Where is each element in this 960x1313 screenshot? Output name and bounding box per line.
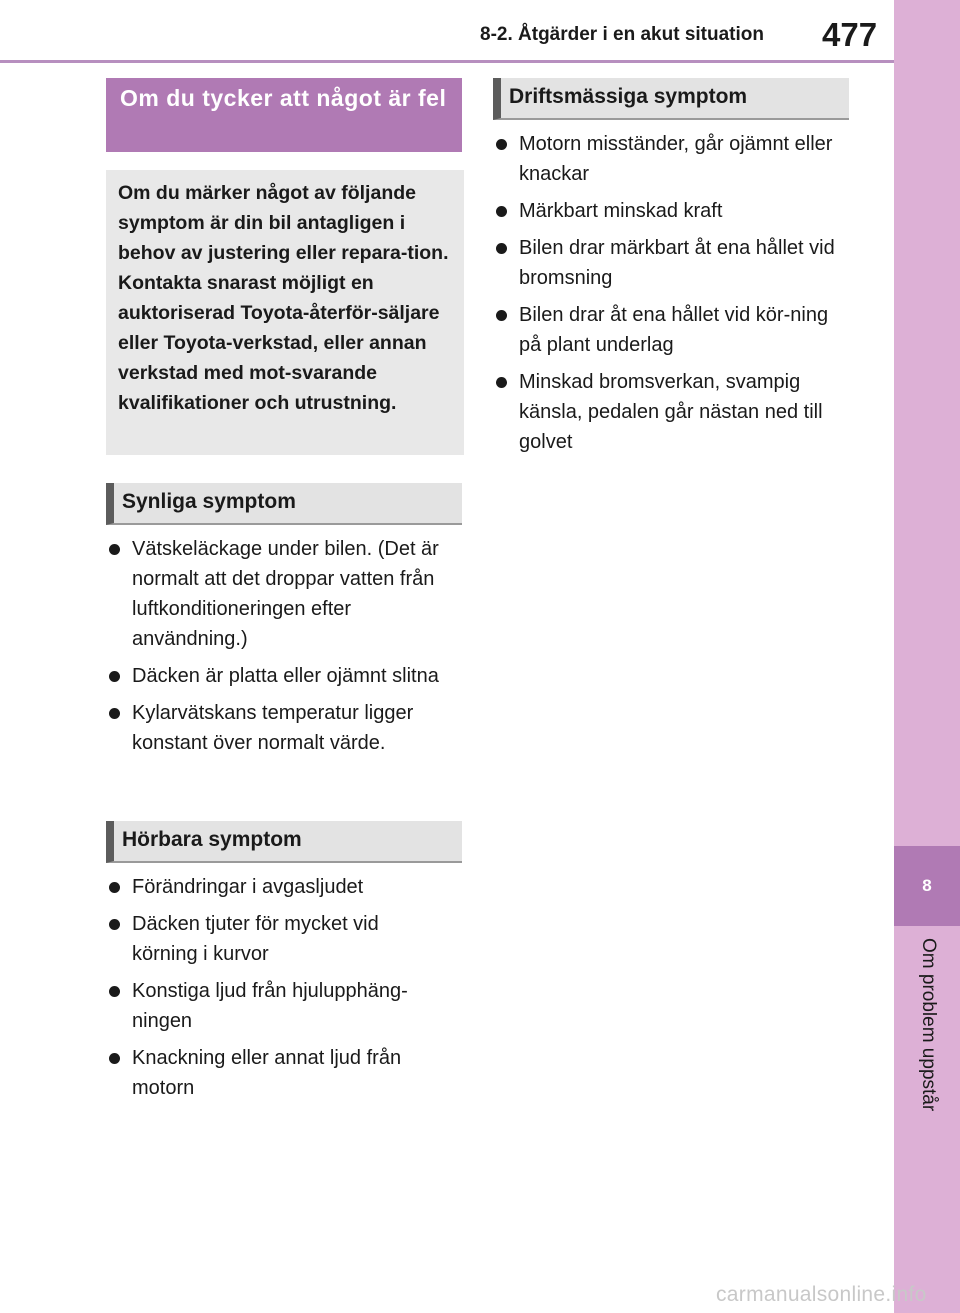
- list-item: [494, 300, 839, 360]
- list-item: [107, 534, 452, 654]
- bullet-icon: [496, 377, 507, 388]
- list-item-text: Däcken tjuter för mycket vid körning i kurvor: [132, 913, 379, 965]
- bullet-icon: [109, 544, 120, 555]
- bullet-icon: [496, 206, 507, 217]
- list-item-text: Knackning eller annat ljud från motorn: [132, 1047, 402, 1099]
- list-item: [107, 698, 452, 758]
- intro-box: [106, 170, 464, 455]
- list-item-text: Däcken är platta eller ojämnt slitna: [132, 665, 439, 687]
- list-item: [107, 872, 447, 902]
- bullet-icon: [109, 708, 120, 719]
- chapter-number: 8: [922, 876, 932, 895]
- visible-symptoms-list: [107, 534, 452, 765]
- list-item: [107, 909, 447, 969]
- bullet-icon: [109, 882, 120, 893]
- list-item: [494, 196, 839, 226]
- chapter-number-tab[interactable]: [894, 846, 960, 926]
- list-item-text: Minskad bromsverkan, svampig känsla, pedalen går nästan ned till golvet: [519, 371, 823, 453]
- page-number: 477: [822, 16, 878, 53]
- list-item-text: Vätskeläckage under bilen. (Det är normalt att det droppar vatten från luftkonditioneringen efter användning.): [132, 538, 439, 650]
- list-item: [494, 367, 839, 457]
- list-item-text: Märkbart minskad kraft: [519, 200, 723, 222]
- list-item-text: Bilen drar märkbart åt ena hållet vid bromsning: [519, 237, 835, 289]
- list-item: [107, 1043, 447, 1103]
- operational-symptoms-heading: Driftsmässiga symptom: [493, 78, 849, 120]
- list-item: [107, 661, 452, 691]
- bullet-icon: [496, 139, 507, 150]
- chapter-side-strip: [894, 0, 960, 1313]
- list-item: [494, 233, 839, 293]
- bullet-icon: [109, 986, 120, 997]
- bullet-icon: [109, 1053, 120, 1064]
- list-item-text: Kylarvätskans temperatur ligger konstant över normalt värde.: [132, 702, 414, 754]
- section-title: 8-2. Åtgärder i en akut situation: [480, 24, 764, 45]
- bullet-icon: [109, 671, 120, 682]
- bullet-icon: [496, 243, 507, 254]
- list-item-text: Konstiga ljud från hjulupphäng-ningen: [132, 980, 408, 1032]
- list-item-text: Motorn misständer, går ojämnt eller knackar: [519, 133, 833, 185]
- audible-symptoms-list: [107, 872, 447, 1110]
- intro-text: Om du märker något av följande symptom är din bil antagligen i behov av justering eller repara-tion. Kontakta snarast möjligt en auktoriserad Toyota-återför-säljare eller Toyota-verkstad, eller annan verkstad med mot-svarande kvalifikationer och utrustning.: [118, 182, 449, 414]
- bullet-icon: [496, 310, 507, 321]
- list-item-text: Bilen drar åt ena hållet vid kör-ning på plant underlag: [519, 304, 829, 356]
- list-item: [107, 976, 447, 1036]
- operational-symptoms-list: [494, 129, 839, 464]
- visible-symptoms-heading: Synliga symptom: [106, 483, 462, 525]
- audible-symptoms-heading: Hörbara symptom: [106, 821, 462, 863]
- header-divider: [0, 60, 894, 63]
- main-heading: Om du tycker att något är fel: [106, 78, 462, 152]
- list-item-text: Förändringar i avgasljudet: [132, 876, 364, 898]
- watermark: carmanualsonline.info: [716, 1283, 927, 1306]
- chapter-title: Om problem uppstår: [918, 938, 939, 1112]
- list-item: [494, 129, 839, 189]
- bullet-icon: [109, 919, 120, 930]
